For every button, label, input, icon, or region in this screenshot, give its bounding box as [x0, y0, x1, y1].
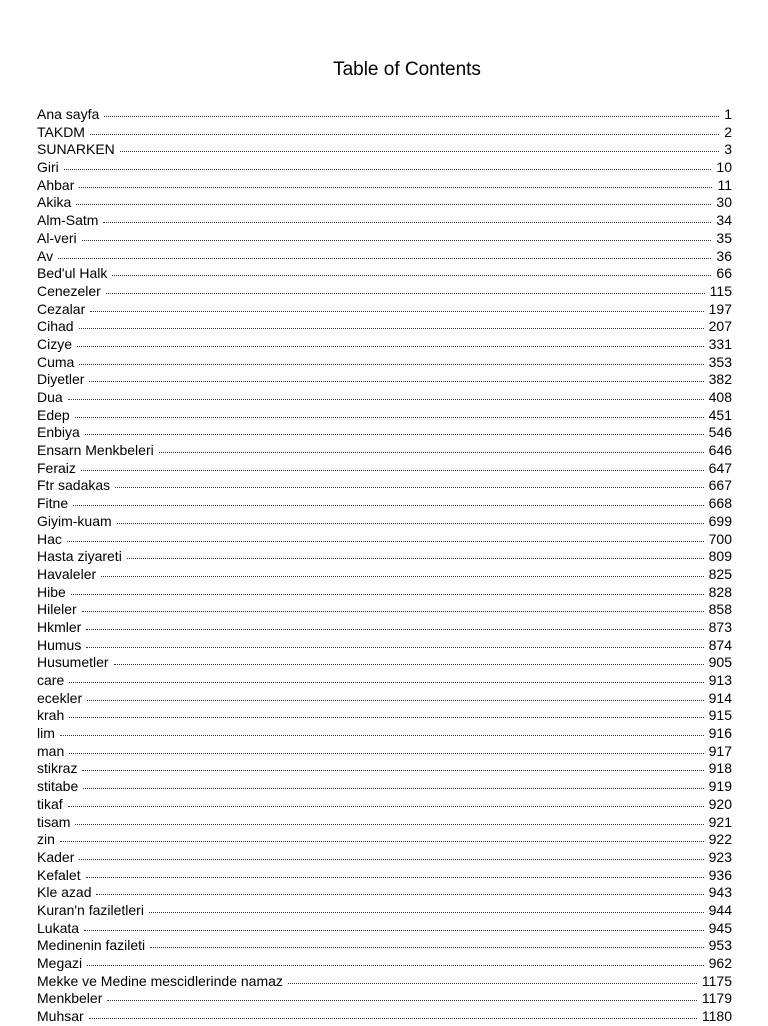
toc-list — [37, 106, 732, 1026]
toc-entry-page-number: 1 — [724, 106, 732, 122]
toc-entry-page-number: 809 — [708, 548, 732, 565]
toc-entry-page-number: 382 — [708, 371, 732, 388]
toc-dot-leader — [89, 381, 703, 382]
toc-entry-page-number: 35 — [716, 229, 732, 246]
toc-dot-leader — [90, 311, 703, 312]
toc-entry-title: Kle azad — [37, 884, 92, 901]
toc-entry-title: Diyetler — [37, 371, 85, 388]
toc-entry[interactable] — [37, 477, 732, 495]
toc-entry-title: Muhsar — [37, 1008, 84, 1025]
toc-dot-leader — [69, 682, 703, 683]
toc-entry-page-number: 921 — [708, 813, 732, 830]
toc-entry-title: Ana sayfa — [37, 106, 100, 122]
toc-entry-title: Lukata — [37, 919, 80, 936]
toc-entry-page-number: 919 — [708, 778, 732, 795]
toc-entry[interactable] — [37, 531, 732, 549]
toc-entry-title: ecekler — [37, 689, 83, 706]
toc-dot-leader — [76, 204, 711, 205]
toc-entry-title: lim — [37, 725, 55, 742]
toc-dot-leader — [79, 364, 703, 365]
toc-entry[interactable] — [37, 159, 732, 177]
toc-entry-page-number: 953 — [708, 937, 732, 954]
toc-entry-title: Edep — [37, 406, 70, 423]
toc-dot-leader — [112, 275, 711, 276]
toc-entry-title: Akika — [37, 194, 72, 211]
toc-entry-page-number: 546 — [708, 424, 732, 441]
toc-entry-page-number: 917 — [708, 742, 732, 759]
toc-entry[interactable] — [37, 194, 732, 212]
toc-entry-title: Cenezeler — [37, 282, 101, 299]
toc-entry-page-number: 2 — [724, 123, 732, 140]
toc-entry[interactable] — [37, 407, 732, 425]
toc-entry[interactable] — [37, 601, 732, 619]
toc-entry-title: Medinenin fazileti — [37, 937, 146, 954]
toc-entry-page-number: 115 — [709, 282, 732, 299]
toc-dot-leader — [83, 788, 703, 789]
toc-entry[interactable] — [37, 707, 732, 725]
toc-entry-page-number: 914 — [708, 689, 732, 706]
toc-dot-leader — [103, 222, 711, 223]
toc-entry-page-number: 962 — [708, 955, 732, 971]
toc-entry[interactable] — [37, 389, 732, 407]
toc-entry[interactable] — [37, 424, 732, 442]
toc-dot-leader — [60, 841, 704, 842]
toc-entry-page-number: 197 — [708, 300, 732, 317]
toc-entry-title: Cezalar — [37, 300, 86, 317]
toc-entry-title: Al-veri — [37, 229, 77, 246]
toc-dot-leader — [69, 753, 703, 754]
toc-entry-page-number: 3 — [724, 141, 732, 158]
toc-entry-page-number: 874 — [708, 636, 732, 653]
toc-dot-leader — [87, 965, 704, 966]
toc-entry[interactable] — [37, 884, 732, 902]
toc-entry[interactable] — [37, 690, 732, 708]
toc-entry[interactable] — [37, 318, 732, 336]
toc-entry-page-number: 207 — [708, 318, 732, 335]
toc-entry-title: Cihad — [37, 318, 74, 335]
toc-dot-leader — [68, 806, 704, 807]
toc-entry-title: Mekke ve Medine mescidlerinde namaz — [37, 972, 283, 989]
toc-entry-title: Kader — [37, 848, 75, 865]
toc-dot-leader — [58, 258, 711, 259]
toc-entry-title: Havaleler — [37, 565, 97, 582]
toc-dot-leader — [84, 930, 704, 931]
toc-entry-title: Cuma — [37, 353, 75, 370]
toc-entry[interactable] — [37, 566, 732, 584]
toc-dot-leader — [86, 877, 704, 878]
toc-entry-page-number: 700 — [708, 530, 732, 547]
toc-dot-leader — [107, 1000, 697, 1001]
toc-entry-page-number: 828 — [708, 583, 732, 600]
toc-dot-leader — [86, 629, 703, 630]
toc-entry-title: man — [37, 742, 65, 759]
toc-dot-leader — [82, 240, 712, 241]
toc-entry[interactable] — [37, 442, 732, 460]
toc-dot-leader — [79, 187, 712, 188]
toc-entry-title: zin — [37, 831, 55, 848]
toc-dot-leader — [73, 505, 704, 506]
toc-entry-title: stitabe — [37, 778, 79, 795]
toc-entry-page-number: 1179 — [701, 990, 732, 1007]
toc-entry-page-number: 331 — [708, 335, 732, 352]
toc-entry[interactable] — [37, 937, 732, 955]
toc-dot-leader — [87, 700, 704, 701]
toc-entry-page-number: 858 — [708, 601, 732, 618]
toc-entry[interactable] — [37, 796, 732, 814]
toc-entry-title: Ahbar — [37, 176, 75, 193]
toc-entry-page-number: 1175 — [701, 972, 732, 989]
toc-dot-leader — [127, 558, 704, 559]
toc-dot-leader — [69, 717, 703, 718]
toc-entry-title: Enbiya — [37, 424, 80, 441]
toc-dot-leader — [150, 947, 703, 948]
toc-entry-title: tisam — [37, 813, 71, 830]
toc-entry-title: care — [37, 672, 65, 688]
toc-entry-title: Av — [37, 247, 54, 264]
toc-dot-leader — [101, 576, 704, 577]
toc-entry-page-number: 905 — [708, 654, 732, 671]
toc-entry[interactable] — [37, 760, 732, 778]
toc-dot-leader — [60, 735, 704, 736]
toc-entry-page-number: 943 — [708, 884, 732, 901]
toc-dot-leader — [86, 647, 703, 648]
toc-entry[interactable] — [37, 283, 732, 301]
toc-entry-title: Dua — [37, 389, 63, 405]
toc-entry-title: Hasta ziyareti — [37, 548, 122, 565]
toc-entry-title: Hac — [37, 530, 62, 547]
toc-entry-page-number: 922 — [708, 831, 732, 848]
toc-entry-title: Hibe — [37, 583, 66, 600]
toc-entry-title: TAKDM — [37, 123, 85, 140]
toc-entry-title: Husumetler — [37, 654, 109, 671]
toc-dot-leader — [85, 434, 704, 435]
toc-dot-leader — [81, 470, 704, 471]
toc-dot-leader — [115, 487, 704, 488]
toc-entry-title: Fitne — [37, 495, 69, 512]
toc-entry-page-number: 1180 — [701, 1008, 732, 1025]
toc-entry[interactable] — [37, 902, 732, 920]
toc-entry-page-number: 913 — [708, 672, 732, 688]
toc-entry-page-number: 668 — [708, 495, 732, 512]
toc-dot-leader — [68, 399, 704, 400]
toc-dot-leader — [64, 169, 712, 170]
toc-entry[interactable] — [37, 212, 732, 230]
toc-entry[interactable] — [37, 619, 732, 637]
toc-entry-title: Ensarn Menkbeleri — [37, 442, 154, 459]
toc-entry-title: Humus — [37, 636, 82, 653]
toc-entry[interactable] — [37, 867, 732, 885]
toc-entry-page-number: 944 — [708, 901, 732, 918]
toc-entry-title: Giyim-kuam — [37, 512, 112, 529]
toc-entry-page-number: 920 — [708, 795, 732, 812]
toc-entry-title: Kefalet — [37, 866, 81, 883]
toc-entry[interactable] — [37, 124, 732, 142]
toc-entry-page-number: 916 — [708, 725, 732, 742]
toc-entry-title: krah — [37, 707, 65, 724]
toc-dot-leader — [149, 912, 704, 913]
toc-entry[interactable] — [37, 548, 732, 566]
toc-entry-page-number: 918 — [708, 760, 732, 777]
toc-entry[interactable] — [37, 106, 732, 124]
toc-entry[interactable] — [37, 637, 732, 655]
toc-entry[interactable] — [37, 920, 732, 938]
toc-dot-leader — [77, 346, 704, 347]
toc-entry[interactable] — [37, 460, 732, 478]
toc-entry[interactable] — [37, 371, 732, 389]
toc-entry-page-number: 353 — [708, 353, 732, 370]
toc-entry-page-number: 945 — [708, 919, 732, 936]
toc-entry-page-number: 936 — [708, 866, 732, 883]
toc-entry[interactable] — [37, 990, 732, 1008]
toc-dot-leader — [117, 523, 704, 524]
toc-entry-page-number: 667 — [708, 477, 732, 494]
toc-dot-leader — [79, 859, 703, 860]
toc-dot-leader — [114, 664, 704, 665]
toc-dot-leader — [120, 151, 719, 152]
toc-entry-title: stikraz — [37, 760, 78, 777]
toc-entry[interactable] — [37, 495, 732, 513]
toc-dot-leader — [288, 983, 697, 984]
toc-entry-page-number: 10 — [716, 159, 732, 176]
toc-entry-title: Alm-Satm — [37, 212, 99, 229]
toc-entry-page-number: 923 — [708, 848, 732, 865]
toc-dot-leader — [75, 824, 703, 825]
toc-entry-page-number: 699 — [708, 512, 732, 529]
toc-entry-page-number: 30 — [716, 194, 732, 211]
toc-entry[interactable] — [37, 301, 732, 319]
toc-dot-leader — [104, 116, 719, 117]
toc-entry-page-number: 36 — [716, 247, 732, 264]
toc-dot-leader — [75, 417, 704, 418]
toc-entry[interactable] — [37, 248, 732, 266]
toc-entry-title: Ftr sadakas — [37, 477, 111, 494]
toc-entry-title: Cizye — [37, 335, 73, 352]
toc-entry[interactable] — [37, 725, 732, 743]
toc-entry-title: Hkmler — [37, 618, 82, 635]
toc-entry[interactable] — [37, 849, 732, 867]
toc-entry[interactable] — [37, 177, 732, 195]
toc-entry-page-number: 825 — [708, 565, 732, 582]
toc-entry-page-number: 66 — [716, 265, 732, 282]
toc-dot-leader — [89, 1018, 697, 1019]
toc-entry-page-number: 11 — [717, 176, 732, 193]
toc-dot-leader — [106, 293, 705, 294]
toc-entry[interactable] — [37, 831, 732, 849]
toc-entry-title: SUNARKEN — [37, 141, 115, 158]
toc-dot-leader — [71, 594, 704, 595]
toc-entry-page-number: 646 — [708, 442, 732, 459]
toc-entry-page-number: 647 — [708, 459, 732, 476]
toc-entry-title: Bed'ul Halk — [37, 265, 108, 282]
toc-entry-page-number: 408 — [708, 389, 732, 405]
toc-entry-title: Giri — [37, 159, 59, 176]
toc-dot-leader — [96, 894, 703, 895]
toc-dot-leader — [67, 541, 704, 542]
toc-entry[interactable] — [37, 230, 732, 248]
toc-entry-page-number: 34 — [716, 212, 732, 229]
toc-entry[interactable] — [37, 814, 732, 832]
toc-entry[interactable] — [37, 743, 732, 761]
toc-entry-title: tikaf — [37, 795, 63, 812]
toc-entry[interactable] — [37, 778, 732, 796]
toc-entry[interactable] — [37, 265, 732, 283]
toc-dot-leader — [159, 452, 704, 453]
toc-entry[interactable] — [37, 336, 732, 354]
toc-entry[interactable] — [37, 955, 732, 973]
toc-dot-leader — [79, 328, 704, 329]
toc-entry[interactable] — [37, 973, 732, 991]
toc-entry[interactable] — [37, 1008, 732, 1026]
toc-entry-title: Megazi — [37, 955, 83, 971]
toc-dot-leader — [82, 770, 703, 771]
toc-entry-title: Kuran'n faziletleri — [37, 901, 144, 918]
toc-entry[interactable] — [37, 654, 732, 672]
toc-entry[interactable] — [37, 141, 732, 159]
toc-entry-title: Hileler — [37, 601, 77, 618]
toc-entry[interactable] — [37, 584, 732, 602]
toc-dot-leader — [82, 611, 704, 612]
page-title: Table of Contents — [333, 59, 481, 80]
toc-entry[interactable] — [37, 354, 732, 372]
toc-entry[interactable] — [37, 513, 732, 531]
toc-entry-page-number: 451 — [708, 406, 732, 423]
toc-entry-title: Menkbeler — [37, 990, 103, 1007]
toc-entry[interactable] — [37, 672, 732, 690]
toc-dot-leader — [90, 134, 719, 135]
toc-entry-title: Feraiz — [37, 459, 76, 476]
toc-entry-page-number: 915 — [708, 707, 732, 724]
toc-entry-page-number: 873 — [708, 618, 732, 635]
